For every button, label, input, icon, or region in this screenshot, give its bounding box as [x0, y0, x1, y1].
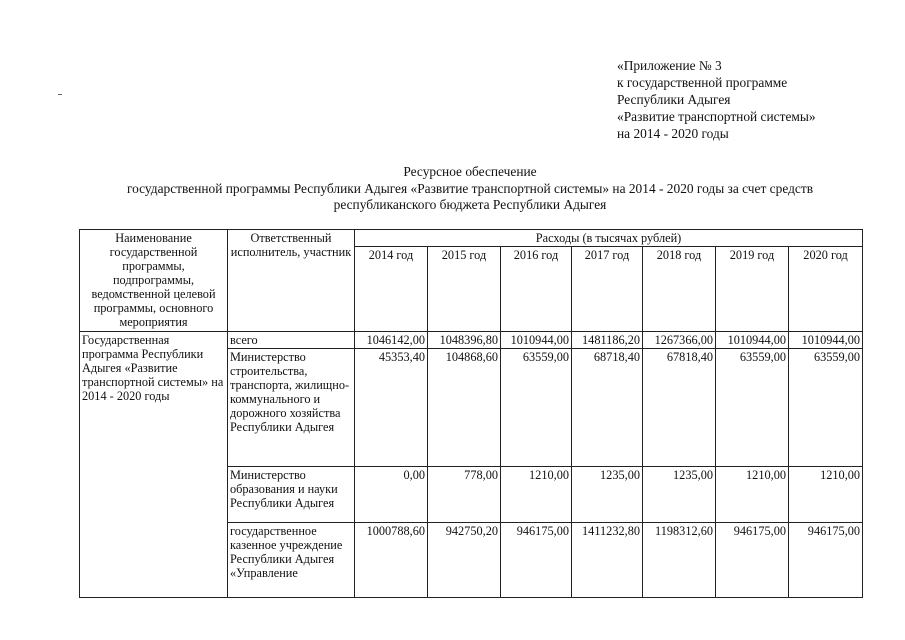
value-cell: 1046142,00	[355, 332, 428, 349]
header-name: Наименование государственной программы, подпрограммы, ведомственной целевой программы, основного мероприятия	[80, 230, 228, 332]
appendix-line: «Развитие транспортной системы»	[617, 109, 816, 124]
value-cell: 1235,00	[643, 467, 716, 523]
executor-cell: государственное казенное учреждение Республики Адыгея «Управление	[228, 523, 355, 598]
value-cell: 1010944,00	[716, 332, 789, 349]
value-cell: 778,00	[428, 467, 501, 523]
value-cell: 1210,00	[716, 467, 789, 523]
value-cell: 946175,00	[716, 523, 789, 598]
value-cell: 1481186,20	[572, 332, 643, 349]
title-line-2: государственной программы Республики Адыгея «Развитие транспортной системы» на 2014 - 2020 годы за счет средств	[126, 180, 814, 196]
value-cell: 1235,00	[572, 467, 643, 523]
title-line-3: республиканского бюджета Республики Адыгея	[333, 197, 607, 212]
year-header: 2014 год	[355, 247, 428, 332]
header-row	[80, 230, 863, 247]
scan-mark	[58, 94, 62, 95]
title-line-1: Ресурсное обеспечение	[403, 164, 537, 179]
value-cell: 946175,00	[501, 523, 572, 598]
header-expenses: Расходы (в тысячах рублей)	[355, 230, 863, 247]
value-cell: 946175,00	[789, 523, 863, 598]
program-name: Государственная программа Республики Адыгея «Развитие транспортной системы» на 2014 - 2020 годы	[80, 332, 228, 598]
value-cell: 67818,40	[643, 349, 716, 467]
year-header: 2019 год	[716, 247, 789, 332]
year-header: 2015 год	[428, 247, 501, 332]
value-cell: 0,00	[355, 467, 428, 523]
appendix-line: Республики Адыгея	[617, 92, 731, 107]
year-header: 2020 год	[789, 247, 863, 332]
value-cell: 1411232,80	[572, 523, 643, 598]
value-cell: 45353,40	[355, 349, 428, 467]
appendix-line: на 2014 - 2020 годы	[617, 126, 729, 141]
appendix-note	[617, 57, 877, 142]
executor-cell: Министерство строительства, транспорта, жилищно-коммунального и дорожного хозяйства Республики Адыгея	[228, 349, 355, 467]
value-cell: 68718,40	[572, 349, 643, 467]
value-cell: 1198312,60	[643, 523, 716, 598]
value-cell: 63559,00	[789, 349, 863, 467]
value-cell: 1010944,00	[501, 332, 572, 349]
table-row	[80, 332, 863, 349]
value-cell: 1267366,00	[643, 332, 716, 349]
executor-cell: всего	[228, 332, 355, 349]
year-header: 2017 год	[572, 247, 643, 332]
executor-cell: Министерство образования и науки Республики Адыгея	[228, 467, 355, 523]
resource-table	[79, 229, 863, 598]
value-cell: 942750,20	[428, 523, 501, 598]
value-cell: 1210,00	[789, 467, 863, 523]
value-cell: 1000788,60	[355, 523, 428, 598]
year-header: 2016 год	[501, 247, 572, 332]
year-header: 2018 год	[643, 247, 716, 332]
value-cell: 104868,60	[428, 349, 501, 467]
value-cell: 1210,00	[501, 467, 572, 523]
value-cell: 63559,00	[501, 349, 572, 467]
appendix-line: к государственной программе	[617, 75, 788, 90]
value-cell: 63559,00	[716, 349, 789, 467]
header-executor: Ответственный исполнитель, участник	[228, 230, 355, 332]
value-cell: 1048396,80	[428, 332, 501, 349]
document-title	[40, 164, 900, 214]
value-cell: 1010944,00	[789, 332, 863, 349]
appendix-line: «Приложение № 3	[617, 58, 722, 73]
